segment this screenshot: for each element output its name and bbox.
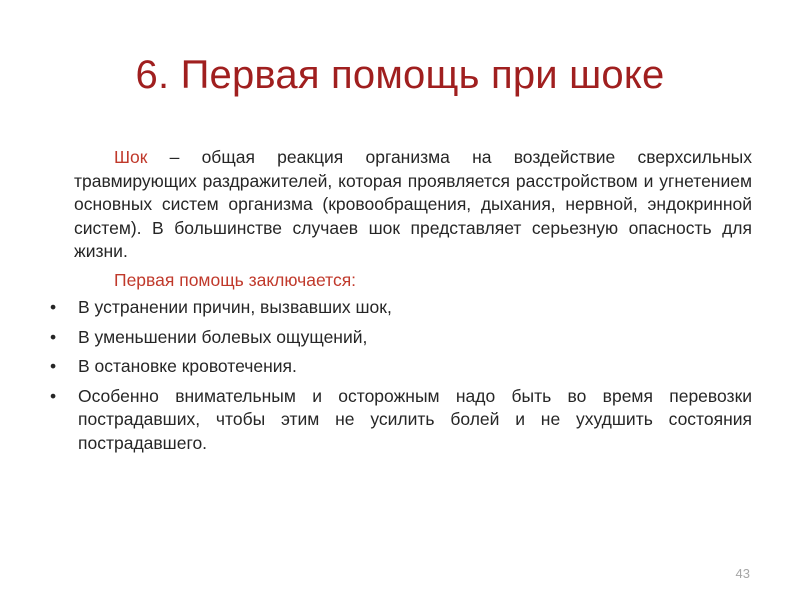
first-aid-list bbox=[48, 296, 752, 455]
list-item-text: Особенно внимательным и осторожным надо быть во время перевозки пострадавших, чтобы этим не усилить болей и не ухудшить состояния пострадавшего. bbox=[78, 385, 752, 453]
bullet-icon: • bbox=[50, 385, 57, 406]
list-item-text: В устранении причин, вызвавших шок, bbox=[78, 297, 392, 317]
list-item-text: В уменьшении болевых ощущений, bbox=[78, 326, 368, 347]
bullet-icon: • bbox=[50, 297, 57, 317]
list-item bbox=[48, 385, 752, 456]
bullet-icon: • bbox=[50, 356, 57, 376]
definition-text: – общая реакция организма на воздействие сверхсильных травмирующих раздражителей, которая проявляется расстройством и угнетением основных систем организма (кровообращения, дыхания, нервной, эндокринной систем). В большинстве случаев шок представляет серьезную опасность для жизни. bbox=[74, 147, 752, 261]
first-aid-heading: Первая помощь заключается: bbox=[114, 269, 357, 290]
list-item-text: В остановке кровотечения. bbox=[78, 356, 297, 376]
list-item bbox=[48, 326, 752, 350]
bullet-icon: • bbox=[50, 326, 57, 347]
slide-content bbox=[48, 146, 752, 461]
list-item bbox=[48, 296, 752, 320]
definition-term: Шок bbox=[114, 147, 148, 167]
definition-paragraph bbox=[48, 146, 752, 264]
slide-title: 6. Первая помощь при шоке bbox=[135, 53, 665, 97]
page-number: 43 bbox=[735, 566, 750, 581]
list-item bbox=[48, 355, 752, 379]
